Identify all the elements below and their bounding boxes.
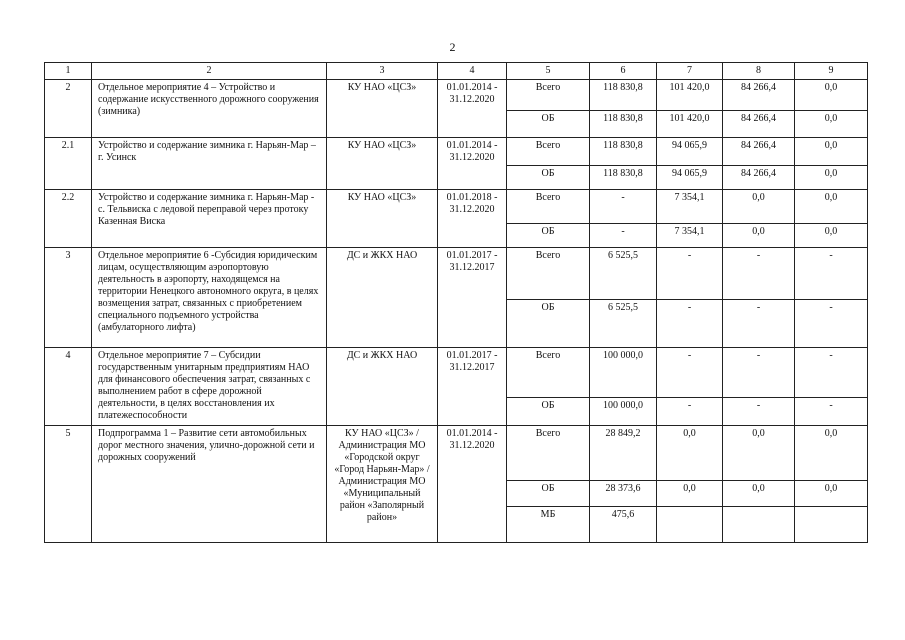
value-col8: 84 266,4: [723, 166, 795, 190]
period: 01.01.2017 - 31.12.2017: [438, 348, 507, 426]
funding-source: ОБ: [507, 224, 590, 248]
value-col8: -: [723, 248, 795, 300]
value-col9: -: [795, 348, 868, 398]
value-col9: -: [795, 300, 868, 348]
value-col6: 118 830,8: [590, 111, 657, 138]
value-col9: 0,0: [795, 166, 868, 190]
value-col6: 28 849,2: [590, 426, 657, 481]
value-col7: 7 354,1: [657, 190, 723, 224]
value-col6: 475,6: [590, 507, 657, 543]
value-col9: 0,0: [795, 111, 868, 138]
value-col8: -: [723, 398, 795, 426]
funding-source: Всего: [507, 348, 590, 398]
row-number: 2.1: [45, 138, 92, 190]
value-col9: 0,0: [795, 190, 868, 224]
row-number: 2.2: [45, 190, 92, 248]
value-col7: 7 354,1: [657, 224, 723, 248]
value-col7: 94 065,9: [657, 166, 723, 190]
activity-name: Устройство и содержание зимника г. Нарьян-Мар – г. Усинск: [92, 138, 327, 190]
period: 01.01.2018 - 31.12.2020: [438, 190, 507, 248]
table-row: [45, 248, 868, 300]
value-col9: 0,0: [795, 138, 868, 166]
table-row: [45, 138, 868, 166]
value-col9: -: [795, 398, 868, 426]
table-row: [45, 348, 868, 398]
header-cell: 2: [92, 63, 327, 80]
value-col6: 100 000,0: [590, 348, 657, 398]
value-col7: 101 420,0: [657, 111, 723, 138]
page-number: 2: [449, 40, 456, 54]
funding-source: ОБ: [507, 111, 590, 138]
value-col9: 0,0: [795, 80, 868, 111]
value-col6: 28 373,6: [590, 481, 657, 507]
value-col6: 118 830,8: [590, 138, 657, 166]
funding-source: Всего: [507, 80, 590, 111]
executor: КУ НАО «ЦСЗ»: [327, 190, 438, 248]
funding-source: Всего: [507, 248, 590, 300]
activity-name: Устройство и содержание зимника г. Нарьян-Мар - с. Тельвиска с ледовой переправой через протоку Казенная Виска: [92, 190, 327, 248]
funding-source: ОБ: [507, 398, 590, 426]
executor: КУ НАО «ЦСЗ»: [327, 80, 438, 138]
row-number: 4: [45, 348, 92, 426]
activity-name: Подпрограмма 1 – Развитие сети автомобильных дорог местного значения, улично-дорожной сети и дорожных сооружений: [92, 426, 327, 543]
header-cell: 1: [45, 63, 92, 80]
value-col8: -: [723, 348, 795, 398]
funding-source: ОБ: [507, 300, 590, 348]
value-col7: 94 065,9: [657, 138, 723, 166]
executor: ДС и ЖКХ НАО: [327, 248, 438, 348]
value-col7: 101 420,0: [657, 80, 723, 111]
funding-source: Всего: [507, 138, 590, 166]
value-col6: -: [590, 190, 657, 224]
header-cell: 8: [723, 63, 795, 80]
value-col7: 0,0: [657, 481, 723, 507]
funding-source: ОБ: [507, 481, 590, 507]
value-col6: 118 830,8: [590, 80, 657, 111]
value-col7: -: [657, 348, 723, 398]
header-cell: 6: [590, 63, 657, 80]
value-col6: -: [590, 224, 657, 248]
program-table: [44, 62, 868, 543]
row-number: 2: [45, 80, 92, 138]
value-col8: 84 266,4: [723, 111, 795, 138]
value-col6: 6 525,5: [590, 300, 657, 348]
value-col6: 100 000,0: [590, 398, 657, 426]
value-col8: 0,0: [723, 426, 795, 481]
activity-name: Отдельное мероприятие 4 – Устройство и содержание искусственного дорожного сооружения (зимника): [92, 80, 327, 138]
value-col7: 0,0: [657, 426, 723, 481]
value-col7: -: [657, 248, 723, 300]
funding-source: Всего: [507, 190, 590, 224]
period: 01.01.2017 - 31.12.2017: [438, 248, 507, 348]
value-col8: -: [723, 300, 795, 348]
value-col9: 0,0: [795, 224, 868, 248]
value-col9: [795, 507, 868, 543]
value-col7: [657, 507, 723, 543]
table-row: [45, 190, 868, 224]
value-col8: 84 266,4: [723, 138, 795, 166]
header-cell: 5: [507, 63, 590, 80]
value-col8: 0,0: [723, 481, 795, 507]
value-col8: [723, 507, 795, 543]
row-number: 3: [45, 248, 92, 348]
value-col8: 0,0: [723, 224, 795, 248]
activity-name: Отдельное мероприятие 7 – Субсидии государственным унитарным предприятиям НАО для финансового обеспечения затрат, связанных с выполнением работ в сфере дорожной деятельности, в целях восстановления их платежеспособности: [92, 348, 327, 426]
value-col9: 0,0: [795, 481, 868, 507]
header-row: [45, 63, 868, 80]
value-col9: -: [795, 248, 868, 300]
funding-source: Всего: [507, 426, 590, 481]
funding-source: ОБ: [507, 166, 590, 190]
value-col7: -: [657, 300, 723, 348]
header-cell: 4: [438, 63, 507, 80]
period: 01.01.2014 - 31.12.2020: [438, 426, 507, 543]
value-col7: -: [657, 398, 723, 426]
value-col8: 84 266,4: [723, 80, 795, 111]
executor: ДС и ЖКХ НАО: [327, 348, 438, 426]
table-row: [45, 426, 868, 481]
activity-name: Отдельное мероприятие 6 -Субсидия юридическим лицам, осуществляющим аэропортовую деятельность в аэропорту, находящемся на территории Ненецкого автономного округа, в целях возмещения затрат, связанных с приобретением специального подъемного устройства (амбулаторного лифта): [92, 248, 327, 348]
value-col9: 0,0: [795, 426, 868, 481]
header-cell: 7: [657, 63, 723, 80]
period: 01.01.2014 - 31.12.2020: [438, 138, 507, 190]
value-col6: 118 830,8: [590, 166, 657, 190]
value-col6: 6 525,5: [590, 248, 657, 300]
executor: КУ НАО «ЦСЗ» /Администрация МО «Городской округ «Город Нарьян-Мар» /Администрация МО «Муниципальный район «Заполярный район»: [327, 426, 438, 543]
executor: КУ НАО «ЦСЗ»: [327, 138, 438, 190]
value-col8: 0,0: [723, 190, 795, 224]
header-cell: 3: [327, 63, 438, 80]
row-number: 5: [45, 426, 92, 543]
header-cell: 9: [795, 63, 868, 80]
table-row: [45, 80, 868, 111]
period: 01.01.2014 - 31.12.2020: [438, 80, 507, 138]
funding-source: МБ: [507, 507, 590, 543]
